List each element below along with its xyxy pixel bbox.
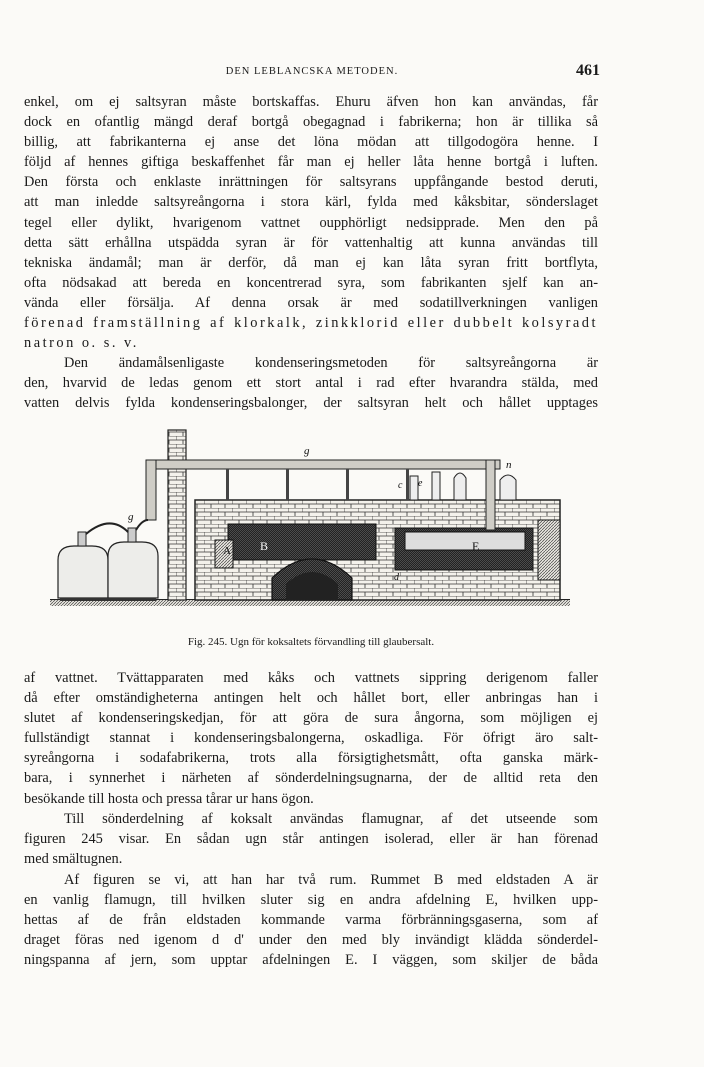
text-line: fullständigt stannat i kondenseringsbalongerna, oskadliga. För öfrigt äro salt- [24,730,598,747]
text-line: Den första och enklaste inrättningen för saltsyrans uppfångande bestod deruti, [24,174,598,191]
text-line: förenad framställning af klorkalk, zinkklorid eller dubbelt kolsyradt [24,315,598,332]
label-B: B [260,539,269,553]
text-line: då efter omständigheterna antingen helt och hållet bort, eller anbringas han i [24,690,598,707]
label-c: c [398,480,403,491]
text-line: billig, att fabrikanterna ej anse det löna mödan att tillgodogöra henne. I [24,134,598,151]
label-d: d [394,572,399,583]
text-line: ofta nödsakad att bereda en koncentrerad syra, som fabrikanten sjelf kan an- [24,274,598,291]
furnace-figure [50,428,570,616]
text-line: figuren 245 visar. En sådan ugn står antingen isolerad, eller är han förenad [24,831,598,848]
paragraph-3 [24,668,598,809]
text-line: Af figuren se vi, att han har två rum. Rummet B med eldstaden A är [64,872,598,888]
text-line: natron o. s. v. [24,335,139,352]
text-line: vatten delvis fylda kondenseringsbalonger, der saltsyran helt och hållet upptages [24,395,598,412]
paragraph-4 [24,809,598,869]
paragraph-5 [24,870,598,970]
text-line: hettas af de från eldstaden kommande varma förbränningsgaserna, som af [24,912,598,929]
label-g-left: g [128,511,134,523]
text-line: ningspanna af jern, som upptar afdelningen E. I väggen, som skiljer de båda [24,952,598,969]
text-line: enkel, om ej saltsyran måste bortskaffas. Ehuru äfven hon kan användas, får [24,94,598,110]
text-line: dock en ofantlig mängd deraf bortgå obegagnad i fabrikerna; hon är tillika så [24,114,598,131]
text-line: bara, i synnerhet i närheten af sönderdelningsugnarna, der de alltid reta den [24,770,598,787]
paragraph-2 [24,353,598,413]
text-line: vända eller försälja. Af denna orsak är med sodatillverkningen vanligen [24,294,598,311]
condenser-jars [58,520,158,601]
figure-caption: Fig. 245. Ugn för koksaltets förvandling till glaubersalt. [187,636,435,648]
label-g: g [304,445,310,457]
text-line: af vattnet. Tvättapparaten med kåks och vattnets sippring derigenom faller [24,670,598,686]
text-line: en vanlig flamugn, till hvilken sluter sig en andra afdelning E, hvilken upp- [24,892,598,909]
text-line: följd af hennes giftiga beskaffenhet får man ej heller låta henne bortgå i luften. [24,154,598,171]
text-line: besökande till hosta och pressa tårar ur hans ögon. [24,790,314,807]
page-number: 461 [576,62,600,79]
text-line: den, hvarvid de ledas genom ett stort antal i rad efter hvarandra stälda, med [24,375,598,392]
running-title: DEN LEBLANCSKA METODEN. [225,66,399,77]
paragraph-1 [24,92,598,353]
text-line: tegel eller dylikt, hvarigenom vattnet oupphörligt nedsipprade. Men den på [24,214,598,231]
text-line: att man inledde saltsyreångorna i stora kärl, fylda med kåksbitar, sönderslaget [24,194,598,211]
text-line: syreångorna i sodafabrikerna, trots alla försigtighetsmått, ofta ganska märk- [24,750,598,767]
label-E: E [472,539,480,553]
label-A: A [223,545,231,557]
text-line: med smältugnen. [24,851,123,868]
page-header [24,62,600,82]
text-line: slutet af kondenseringskedjan, för att göra de sura ångorna, som möjligen ej [24,710,598,727]
label-e: e [418,478,423,489]
text-line: draget föras ned igenom d d' under den med bly invändigt klädda sönderdel- [24,932,598,949]
label-n: n [506,459,512,471]
text-line: Till sönderdelning af koksalt användas flamugnar, af det utseende som [64,811,598,827]
text-line: detta sätt erhållna utspädda syran är för vattenhaltig att kunna användas till [24,234,598,251]
text-line: Den ändamålsenligaste kondenseringsmetoden för saltsyreångorna är [64,355,598,371]
text-line: tekniska ändamål; man är derför, då man ej kan låta syran fritt bortflyta, [24,254,598,271]
